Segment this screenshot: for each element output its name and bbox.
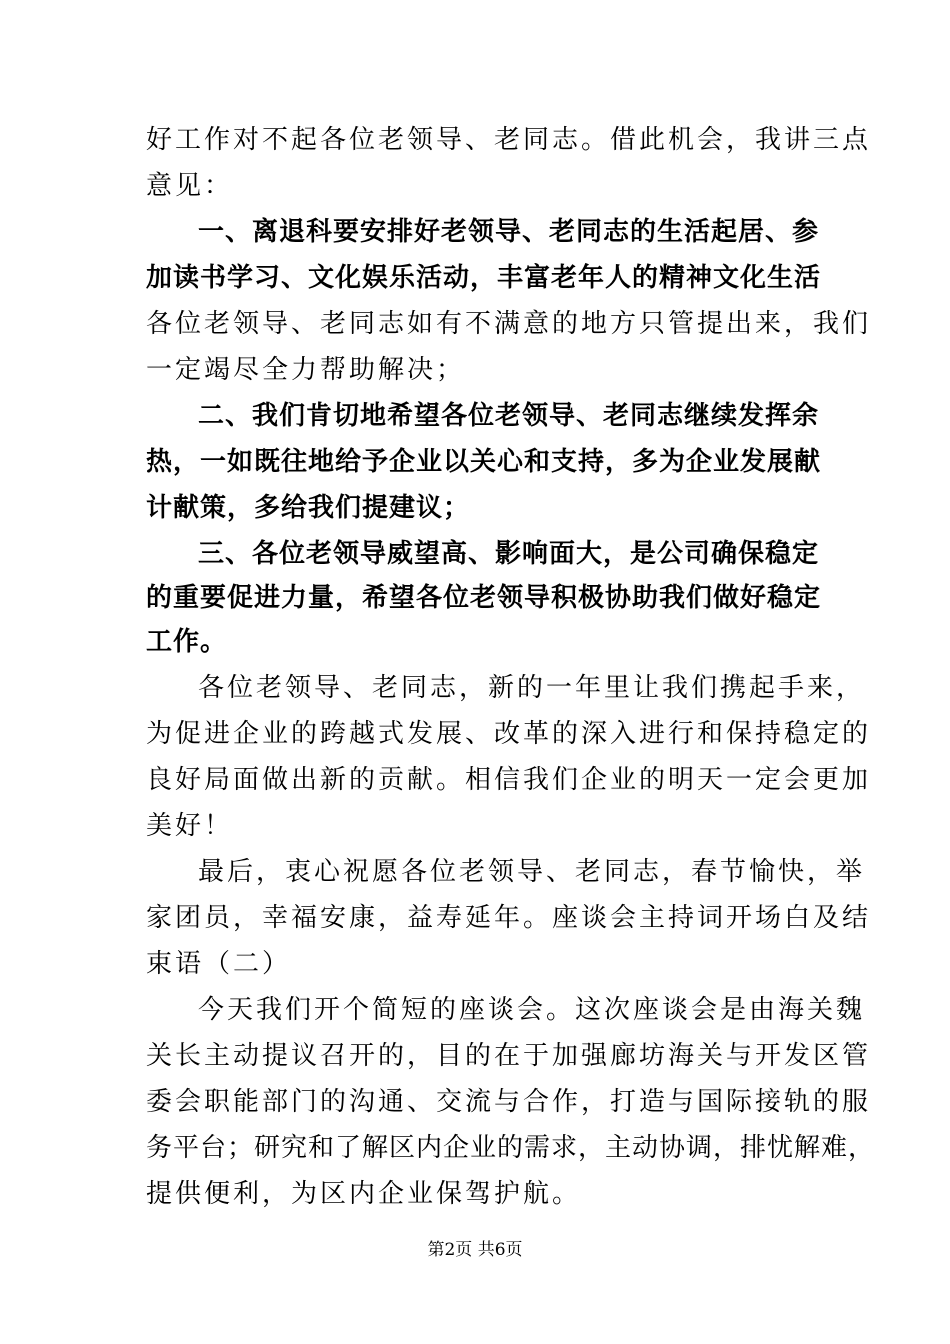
text-line-19: 束语（二） bbox=[146, 949, 292, 979]
text-line-20: 今天我们开个简短的座谈会。这次座谈会是由海关魏 bbox=[198, 995, 866, 1025]
point-two-line-3: 计献策，多给我们提建议； bbox=[146, 493, 471, 523]
text-line-5: 各位老领导、老同志如有不满意的地方只管提出来，我们 bbox=[146, 309, 872, 339]
text-line-6: 一定竭尽全力帮助解决； bbox=[146, 355, 466, 385]
text-line-23: 务平台；研究和了解区内企业的需求，主动协调，排忧解难， bbox=[146, 1133, 876, 1163]
text-line-15: 良好局面做出新的贡献。相信我们企业的明天一定会更加 bbox=[146, 765, 872, 795]
point-three-line-2: 的重要促进力量，希望各位老领导积极协助我们做好稳定 bbox=[146, 583, 822, 613]
text-line-22: 委会职能部门的沟通、交流与合作，打造与国际接轨的服 bbox=[146, 1087, 872, 1117]
text-line-16: 美好！ bbox=[146, 811, 234, 841]
page-footer: 第2页 共6页 bbox=[427, 1240, 523, 1260]
text-line-21: 关长主动提议召开的，目的在于加强廊坊海关与开发区管 bbox=[146, 1041, 872, 1071]
text-line-1: 好工作对不起各位老领导、老同志。借此机会，我讲三点 bbox=[146, 125, 872, 155]
point-one-line-2: 加读书学习、文化娱乐活动，丰富老年人的精神文化生活 bbox=[146, 263, 822, 293]
point-two-line-1: 二、我们肯切地希望各位老领导、老同志继续发挥余 bbox=[198, 401, 820, 431]
text-line-18: 家团员，幸福安康，益寿延年。座谈会主持词开场白及结 bbox=[146, 903, 872, 933]
text-line-13: 各位老领导、老同志，新的一年里让我们携起手来， bbox=[198, 673, 866, 703]
text-line-17: 最后，衷心祝愿各位老领导、老同志，春节愉快，举 bbox=[198, 857, 866, 887]
point-two-line-2: 热，一如既往地给予企业以关心和支持，多为企业发展献 bbox=[146, 447, 822, 477]
text-line-14: 为促进企业的跨越式发展、改革的深入进行和保持稳定的 bbox=[146, 719, 872, 749]
text-line-24: 提供便利，为区内企业保驾护航。 bbox=[146, 1179, 582, 1209]
text-line-2: 意见： bbox=[146, 171, 234, 201]
point-three-line-1: 三、各位老领导威望高、影响面大，是公司确保稳定 bbox=[198, 539, 820, 569]
point-one-line-1: 一、离退科要安排好老领导、老同志的生活起居、参 bbox=[198, 217, 820, 247]
point-three-line-3: 工作。 bbox=[146, 627, 228, 657]
